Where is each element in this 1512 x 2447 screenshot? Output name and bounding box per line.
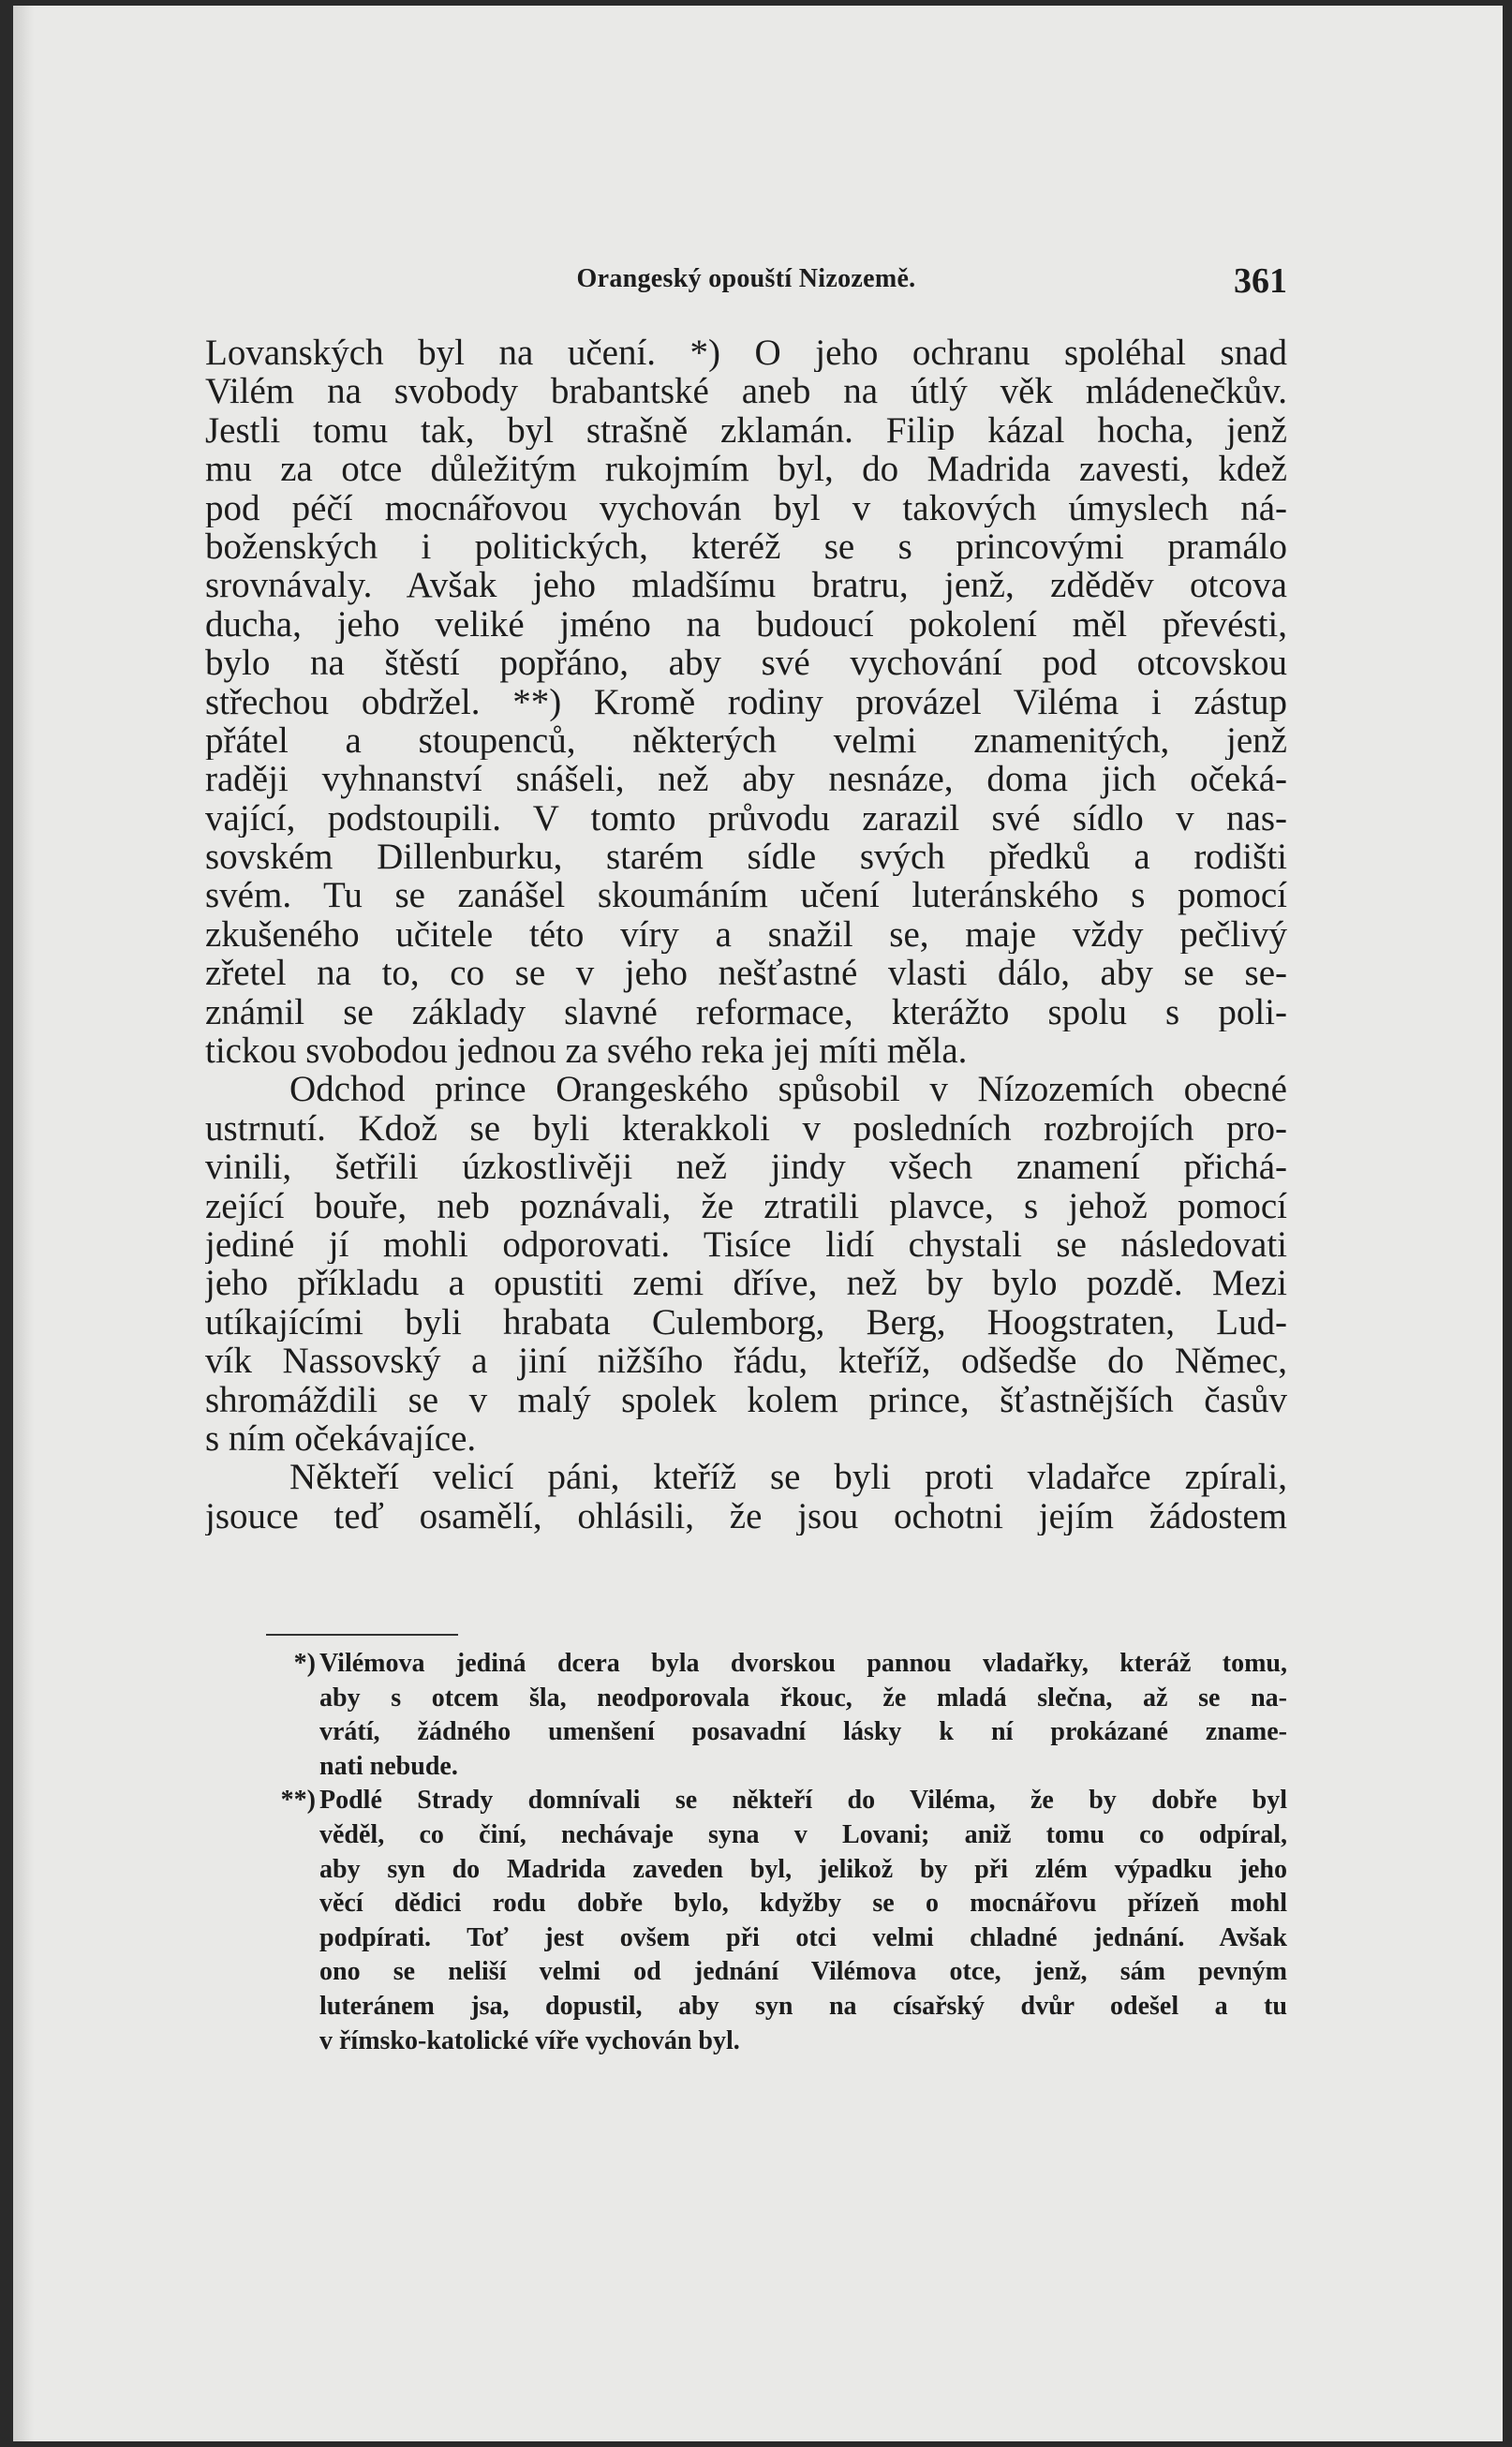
text-line: vík Nassovský a jiní nižšího řádu, kteříž, odšedše do Němec, (205, 1342, 1287, 1381)
text-line: s ním očekávajíce. (205, 1418, 477, 1459)
text-line: utíkajícími byli hrabata Culemborg, Berg, Hoogstraten, Lud- (205, 1302, 1287, 1342)
footnote (261, 1647, 1287, 1784)
text-line: Vilém na svobody brabantské aneb na útlý věk mládenečkův. (205, 372, 1287, 411)
footnote-line: Podlé Strady domnívali se někteří do Viléma, že by dobře byl (319, 1786, 1287, 1816)
footnote-line: v římsko-katolické víře vychován byl. (319, 2025, 740, 2055)
text-line: mu za otce důležitým rukojmím byl, do Madrida zavesti, kdež (205, 450, 1287, 489)
footnote (261, 1784, 1287, 2058)
footnote-mark: *) (293, 1649, 316, 1678)
text-line: pod péčí mocnářovou vychován byl v takových úmyslech ná- (205, 488, 1287, 527)
text-line: raději vyhnanství snášeli, než aby nesnáze, doma jich očeká- (205, 760, 1287, 799)
text-line: přátel a stoupenců, některých velmi znamenitých, jenž (205, 720, 1287, 761)
text-line: zející bouře, neb poznávali, že ztratili plavce, s jehož pomocí (205, 1186, 1287, 1225)
footnote-mark: **) (280, 1786, 316, 1816)
running-title: Orangeský opouští Nizozemě. (576, 264, 916, 293)
footnote-line: aby s otcem šla, neodporovala řkouc, že mladá slečna, až se na- (319, 1683, 1287, 1713)
text-line: vinili, šetřili úzkostlivěji než jindy všech znamení přichá- (205, 1148, 1287, 1187)
page-header (205, 261, 1287, 302)
text-line: shromáždili se v malý spolek kolem prince, šťastnějších časův (205, 1380, 1287, 1419)
footnote-separator (266, 1634, 458, 1636)
scanned-page (13, 6, 1503, 2441)
text-line: bylo na štěstí popřáno, aby své vychování pod otcovskou (205, 644, 1287, 683)
text-line: Někteří velicí páni, kteříž se byli proti vladařce zpírali, (289, 1458, 1287, 1497)
text-line: boženských i politických, kteréž se s princovými pramálo (205, 526, 1287, 567)
text-line: známil se základy slavné reformace, kterážto spolu s poli- (205, 992, 1287, 1032)
text-line: tickou svobodou jednou za svého reka jej míti měla. (205, 1031, 968, 1071)
page-number: 361 (1234, 261, 1287, 301)
text-line: jsouce teď osamělí, ohlásili, že jsou ochotni jejím žádostem (205, 1496, 1287, 1536)
footnote-line: vrátí, žádného umenšení posavadní lásky k ní prokázané zname- (319, 1717, 1287, 1747)
footnote-line: věcí dědici rodu dobře bylo, kdyžby se o mocnářovu přízeň mohl (319, 1889, 1287, 1919)
footnote-line: ono se neliší velmi od jednání Vilémova otce, jenž, sám pevným (319, 1957, 1287, 1987)
text-line: vající, podstoupili. V tomto průvodu zarazil své sídlo v nas- (205, 798, 1287, 838)
footnotes (261, 1647, 1287, 2058)
text-line: ustrnutí. Kdož se byli kterakkoli v posledních rozbrojích pro- (205, 1108, 1287, 1149)
body-text (205, 334, 1287, 1535)
text-line: střechou obdržel. **) Kromě rodiny provázel Viléma i zástup (205, 682, 1287, 721)
text-line: sovském Dillenburku, starém sídle svých předků a rodišti (205, 838, 1287, 877)
footnote-line: luteránem jsa, dopustil, aby syn na císařský dvůr odešel a tu (319, 1991, 1287, 2021)
text-line: jediné jí mohli odporovati. Tisíce lidí chystali se následovati (205, 1224, 1287, 1265)
footnote-line: nati nebude. (319, 1751, 458, 1781)
text-line: zkušeného učitele této víry a snažil se, maje vždy pečlivý (205, 914, 1287, 955)
text-line: Jestli tomu tak, byl strašně zklamán. Filip kázal hocha, jenž (205, 410, 1287, 451)
text-line: Lovanských byl na učení. *) O jeho ochranu spoléhal snad (205, 334, 1287, 373)
footnote-line: Vilémova jediná dcera byla dvorskou pannou vladařky, kteráž tomu, (319, 1649, 1287, 1678)
text-line: ducha, jeho veliké jméno na budoucí pokolení měl převésti, (205, 604, 1287, 645)
footnote-line: aby syn do Madrida zaveden byl, jelikož by při zlém výpadku jeho (319, 1854, 1287, 1884)
footnote-line: věděl, co činí, nechávaje syna v Lovani; aniž tomu co odpíral, (319, 1819, 1287, 1849)
text-line: jeho příkladu a opustiti zemi dříve, než by bylo pozdě. Mezi (205, 1264, 1287, 1303)
text-line: Odchod prince Orangeského spůsobil v Nízozemích obecné (289, 1070, 1287, 1109)
footnote-line: podpírati. Toť jest ovšem při otci velmi chladné jednání. Avšak (319, 1922, 1287, 1952)
text-line: svém. Tu se zanášel skoumáním učení luteránského s pomocí (205, 876, 1287, 915)
text-line: zřetel na to, co se v jeho nešťastné vlasti dálo, aby se se- (205, 954, 1287, 993)
text-line: srovnávaly. Avšak jeho mladšímu bratru, jenž, zděděv otcova (205, 566, 1287, 605)
